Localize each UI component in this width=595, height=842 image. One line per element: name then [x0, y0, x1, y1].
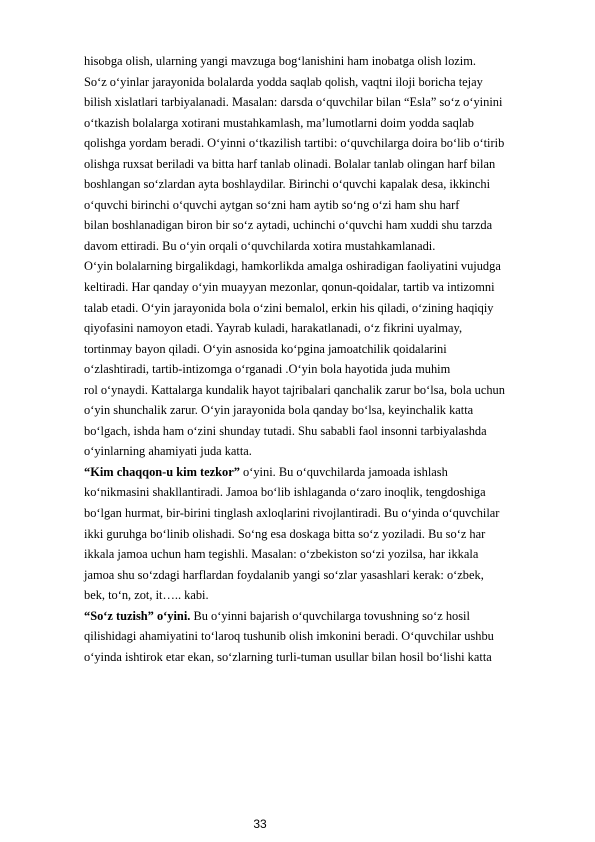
paragraph-line: talab etadi. O‘yin jarayonida bola o‘zini bemalol, erkin his qiladi, o‘zining haqiqiy: [84, 300, 494, 315]
paragraph-line: bo‘lgan hurmat, bir-birini tinglash axloqlarini rivojlantiradi. Bu o‘yinda o‘quvchilar: [84, 506, 500, 521]
paragraph-line: qilishidagi ahamiyatini to‘laroq tushunib olish imkonini beradi. O‘quvchilar ushbu: [84, 629, 494, 644]
section-title-kim-chaqqon: “Kim chaqqon-u kim tezkor”: [84, 464, 240, 479]
paragraph-line: qiyofasini namoyon etadi. Yayrab kuladi, harakatlanadi, o‘z fikrini uyalmay,: [84, 321, 463, 336]
section-title-soz-tuzish: “So‘z tuzish” o‘yini.: [84, 608, 191, 623]
section-title-rest: o‘yini. Bu o‘quvchilarda jamoada ishlash: [239, 464, 448, 479]
paragraph-line: olishga ruxsat beriladi va bitta harf tanlab olinadi. Bolalar tanlab olingan harf bilan: [84, 156, 496, 171]
paragraph-line: ko‘nikmasini shakllantiradi. Jamoa bo‘lib ishlaganda o‘zaro inoqlik, tengdoshiga: [84, 485, 486, 500]
paragraph-line: jamoa shu so‘zdagi harflardan foydalanib yangi so‘zlar yasashlari kerak: o‘zbek,: [84, 567, 484, 582]
paragraph-line: keltiradi. Har qanday o‘yin muayyan mezonlar, qonun-qoidalar, tartib va intizomni: [84, 280, 495, 295]
paragraph-line: O‘yin bolalarning birgalikdagi, hamkorlikda amalga oshiradigan faoliyatini vujudga: [84, 259, 501, 274]
paragraph-line: davom ettiradi. Bu o‘yin orqali o‘quvchilarda xotira mustahkamlanadi.: [84, 238, 436, 253]
paragraph-line: boshlangan so‘zlardan ayta boshlaydilar. Birinchi o‘quvchi kapalak desa, ikkinchi: [84, 177, 491, 192]
paragraph-line: o‘zlashtiradi, tartib-intizomga o‘rganadi .O‘yin bola hayotida juda muhim: [84, 362, 451, 377]
paragraph-line: bilish xislatlari tarbiyalanadi. Masalan: darsda o‘quvchilar bilan “Esla” so‘z o‘yinini: [84, 95, 503, 110]
section-heading-line: [84, 462, 564, 483]
paragraph-line: So‘z o‘yinlar jarayonida bolalarda yodda saqlab qolish, vaqtni iloji boricha tejay: [84, 74, 483, 89]
section-title-rest: Bu o‘yinni bajarish o‘quvchilarga tovushning so‘z hosil: [190, 608, 470, 623]
paragraph-line: tortinmay bayon qiladi. O‘yin asnosida ko‘pgina jamoatchilik qoidalarini: [84, 341, 447, 356]
paragraph-line: rol o‘ynaydi. Kattalarga kundalik hayot tajribalari qanchalik zarur bo‘lsa, bola uchun: [84, 382, 505, 397]
paragraph-line: o‘yin shunchalik zarur. O‘yin jarayonida bola qanday bo‘lsa, keyinchalik katta: [84, 403, 474, 418]
paragraph-line: bilan boshlanadigan biron bir so‘z aytadi, uchinchi o‘quvchi ham xuddi shu tarzda: [84, 218, 493, 233]
paragraph-line: o‘yinlarning ahamiyati juda katta.: [84, 444, 252, 459]
paragraph-line: bo‘lgach, ishda ham o‘zini shunday tutadi. Shu sababli faol insonni tarbiyalashda: [84, 423, 487, 438]
paragraph-line: bek, to‘n, zot, it….. kabi.: [84, 588, 209, 603]
paragraph-line: o‘tkazish bolalarga xotirani mustahkamlash, ma’lumotlarni doim yodda saqlab: [84, 115, 474, 130]
body-text: [84, 51, 564, 667]
section-heading-line: [84, 606, 564, 627]
paragraph-line: hisobga olish, ularning yangi mavzuga bog‘lanishini ham inobatga olish lozim.: [84, 54, 476, 68]
paragraph-line: o‘yinda ishtirok etar ekan, so‘zlarning turli-tuman usullar bilan hosil bo‘lishi katta: [84, 649, 492, 664]
page-number: 33: [253, 817, 267, 831]
paragraph-line: o‘quvchi birinchi o‘quvchi aytgan so‘zni ham aytib so‘ng o‘zi ham shu harf: [84, 197, 460, 212]
paragraph-line: ikki guruhga bo‘linib olishadi. So‘ng esa doskaga bitta so‘z yoziladi. Bu so‘z har: [84, 526, 486, 541]
paragraph-line: qolishga yordam beradi. O‘yinni o‘tkazilish tartibi: o‘quvchilarga doira bo‘lib o‘tirib: [84, 136, 505, 151]
paragraph-line: ikkala jamoa uchun ham tegishli. Masalan: o‘zbekiston so‘zi yozilsa, har ikkala: [84, 547, 479, 562]
